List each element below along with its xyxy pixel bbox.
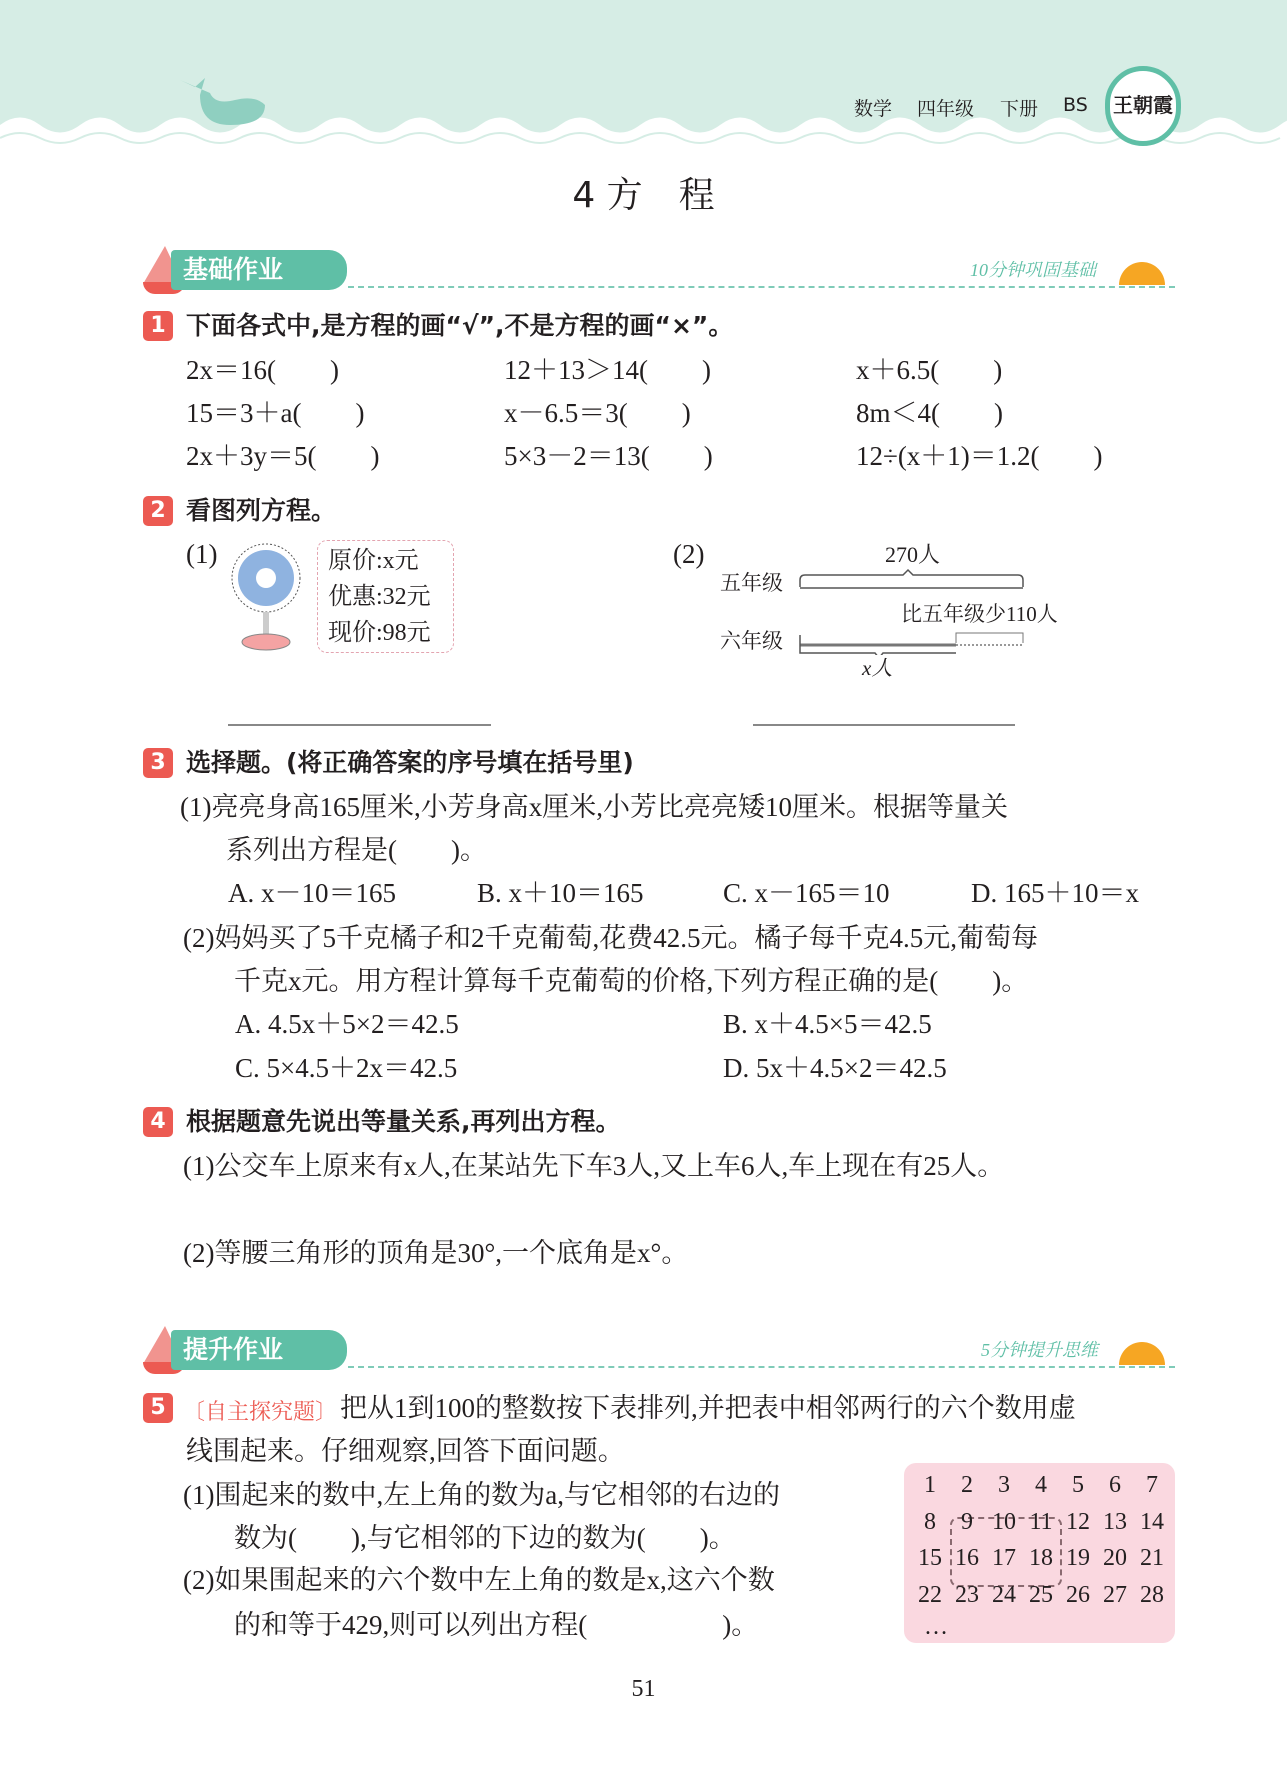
table-cell: 14	[1140, 1508, 1164, 1535]
table-cell: 13	[1103, 1508, 1127, 1535]
table-cell: 17	[992, 1545, 1016, 1571]
option-d[interactable]: D. 5x＋4.5×2＝42.5	[723, 1053, 947, 1083]
whale-icon	[175, 75, 275, 135]
table-cell: 16	[955, 1545, 979, 1571]
table-cell: 23	[955, 1581, 979, 1608]
subquestion-text: 千克x元。用方程计算每千克葡萄的价格,下列方程正确的是( )。	[234, 966, 1029, 996]
difference-label: 比五年级少110人	[901, 602, 1058, 626]
header-subject: 数学	[854, 98, 893, 120]
equation-item[interactable]: 12＋13＞14( )	[504, 355, 711, 385]
table-cell: 8	[924, 1508, 936, 1535]
equation-item[interactable]: 2x＋3y＝5( )	[186, 441, 380, 471]
price-box	[317, 540, 454, 653]
section-label: 提升作业	[171, 1330, 347, 1370]
table-cell: 27	[1103, 1581, 1127, 1608]
question-number: 3	[143, 748, 173, 778]
table-cell: 4	[1035, 1472, 1047, 1498]
divider	[348, 1366, 1175, 1368]
header-edition: BS	[1063, 94, 1088, 116]
subquestion-label: (2)	[673, 539, 705, 569]
page-number: 51	[631, 1676, 656, 1702]
subquestion-text: (1)公交车上原来有x人,在某站先下车3人,又上车6人,车上现在有25人。	[183, 1151, 1005, 1181]
table-cell: 18	[1029, 1545, 1053, 1571]
grade6-label: 六年级	[720, 629, 783, 653]
question-title: 选择题。(将正确答案的序号填在括号里)	[186, 748, 634, 777]
table-cell: 28	[1140, 1581, 1164, 1608]
header-grade: 四年级	[917, 98, 975, 120]
ellipsis: …	[924, 1614, 948, 1640]
option-c[interactable]: C. 5×4.5＋2x＝42.5	[235, 1053, 458, 1083]
option-b[interactable]: B. x＋10＝165	[477, 878, 644, 908]
page-title: 4 方 程	[572, 175, 715, 216]
table-cell: 2	[961, 1472, 973, 1498]
answer-line[interactable]	[753, 724, 1015, 726]
table-cell: 11	[1029, 1508, 1053, 1535]
table-cell: 25	[1029, 1581, 1053, 1608]
option-d[interactable]: D. 165＋10＝x	[971, 878, 1139, 908]
option-a[interactable]: A. x－10＝165	[228, 878, 396, 908]
subquestion-label: (1)	[186, 539, 218, 569]
header-volume: 下册	[1000, 98, 1039, 120]
subquestion-text: (1)围起来的数中,左上角的数为a,与它相邻的右边的	[183, 1480, 780, 1510]
table-cell: 5	[1072, 1472, 1084, 1498]
original-price: 原价:x元	[328, 548, 419, 574]
table-cell: 21	[1140, 1545, 1164, 1571]
sun-icon	[1119, 262, 1165, 285]
total-label: 270人	[885, 542, 941, 567]
equation-item[interactable]: 8m＜4( )	[856, 398, 1003, 428]
question-number: 2	[143, 496, 173, 526]
table-cell: 19	[1066, 1545, 1090, 1571]
question-text: 把从1到100的整数按下表排列,并把表中相邻两行的六个数用虚	[340, 1393, 1076, 1423]
equation-item[interactable]: x－6.5＝3( )	[504, 398, 691, 428]
page-header	[0, 0, 1287, 150]
question-tag: 〔自主探究题〕	[183, 1399, 338, 1424]
table-cell: 9	[961, 1508, 973, 1535]
number-table	[904, 1463, 1175, 1643]
section-advanced	[143, 1326, 1175, 1376]
question-title: 看图列方程。	[186, 496, 337, 525]
discount: 优惠:32元	[328, 584, 431, 610]
table-cell: 22	[918, 1581, 942, 1608]
subquestion-text: (2)等腰三角形的顶角是30°,一个底角是x°。	[183, 1238, 689, 1268]
subquestion-text: (2)如果围起来的六个数中左上角的数是x,这六个数	[183, 1565, 775, 1595]
option-b[interactable]: B. x＋4.5×5＝42.5	[723, 1009, 932, 1039]
section-basic	[143, 246, 1175, 296]
current-price: 现价:98元	[328, 620, 431, 646]
subquestion-text: 的和等于429,则可以列出方程( )。	[234, 1610, 759, 1640]
question-number: 4	[143, 1107, 173, 1137]
equation-item[interactable]: x＋6.5( )	[856, 355, 1003, 385]
table-cell: 26	[1066, 1581, 1090, 1608]
table-cell: 7	[1146, 1472, 1158, 1498]
subquestion-text: 数为( ),与它相邻的下边的数为( )。	[234, 1523, 736, 1553]
section-tag: 5分钟提升思维	[981, 1340, 1098, 1360]
equation-item[interactable]: 15＝3＋a( )	[186, 398, 365, 428]
section-tag: 10分钟巩固基础	[970, 260, 1096, 280]
segment-diagram	[795, 565, 1030, 655]
sun-icon	[1119, 1342, 1165, 1365]
table-cell: 3	[998, 1472, 1010, 1498]
section-label: 基础作业	[171, 250, 347, 290]
x-label: x人	[862, 656, 893, 680]
table-cell: 12	[1066, 1508, 1090, 1535]
question-title: 下面各式中,是方程的画“√”,不是方程的画“×”。	[186, 311, 734, 340]
fan-icon	[228, 542, 304, 652]
equation-item[interactable]: 12÷(x＋1)＝1.2( )	[856, 441, 1103, 471]
table-cell: 15	[918, 1545, 942, 1571]
subquestion-text: (1)亮亮身高165厘米,小芳身高x厘米,小芳比亮亮矮10厘米。根据等量关	[180, 792, 1008, 822]
equation-item[interactable]: 2x＝16( )	[186, 355, 339, 385]
option-c[interactable]: C. x－165＝10	[723, 878, 890, 908]
question-title: 根据题意先说出等量关系,再列出方程。	[186, 1107, 621, 1136]
table-cell: 6	[1109, 1472, 1121, 1498]
subquestion-text: 系列出方程是( )。	[226, 835, 487, 865]
table-cell: 24	[992, 1581, 1016, 1608]
subquestion-text: (2)妈妈买了5千克橘子和2千克葡萄,花费42.5元。橘子每千克4.5元,葡萄每	[183, 923, 1038, 953]
table-cell: 1	[924, 1472, 936, 1498]
question-text: 线围起来。仔细观察,回答下面问题。	[186, 1436, 625, 1466]
question-number: 1	[143, 311, 173, 341]
divider	[348, 286, 1175, 288]
answer-line[interactable]	[228, 724, 491, 726]
table-cell: 10	[992, 1508, 1016, 1535]
question-number: 5	[143, 1393, 173, 1423]
option-a[interactable]: A. 4.5x＋5×2＝42.5	[235, 1009, 459, 1039]
brand-logo: 王朝霞	[1105, 66, 1181, 146]
grade5-label: 五年级	[720, 571, 783, 595]
table-cell: 20	[1103, 1545, 1127, 1571]
equation-item[interactable]: 5×3－2＝13( )	[504, 441, 713, 471]
